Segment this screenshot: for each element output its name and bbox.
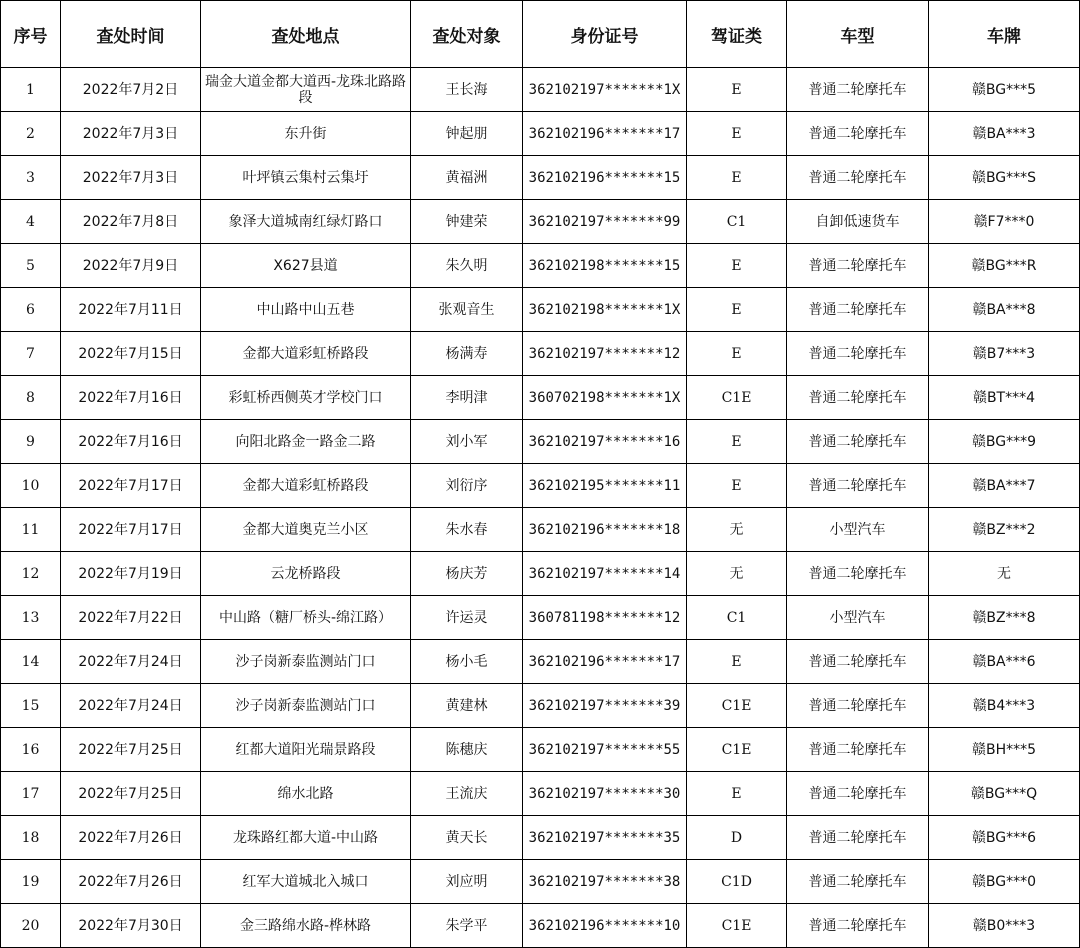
cell-location: 绵水北路 [201, 772, 411, 816]
cell-person: 李明津 [411, 376, 523, 420]
cell-index: 4 [1, 200, 61, 244]
cell-id-number: 362102197*******38 [523, 860, 687, 904]
header-person: 查处对象 [411, 1, 523, 68]
table-row [1, 156, 1080, 200]
table-row [1, 464, 1080, 508]
cell-location: 瑞金大道金都大道西-龙珠北路路段 [201, 68, 411, 112]
cell-vehicle-type: 普通二轮摩托车 [787, 464, 929, 508]
cell-plate: 赣BG***R [929, 244, 1080, 288]
cell-vehicle-type: 普通二轮摩托车 [787, 684, 929, 728]
cell-person: 张观音生 [411, 288, 523, 332]
cell-license-class: E [687, 464, 787, 508]
cell-id-number: 362102198*******1X [523, 288, 687, 332]
cell-id-number: 362102196*******10 [523, 904, 687, 948]
cell-vehicle-type: 普通二轮摩托车 [787, 112, 929, 156]
cell-id-number: 362102197*******99 [523, 200, 687, 244]
cell-location: 叶坪镇云集村云集圩 [201, 156, 411, 200]
cell-license-class: C1E [687, 904, 787, 948]
cell-license-class: C1 [687, 596, 787, 640]
cell-index: 8 [1, 376, 61, 420]
cell-id-number: 362102198*******15 [523, 244, 687, 288]
cell-location: 彩虹桥西侧英才学校门口 [201, 376, 411, 420]
cell-index: 3 [1, 156, 61, 200]
cell-license-class: 无 [687, 552, 787, 596]
cell-person: 黄建林 [411, 684, 523, 728]
cell-location: 金都大道奥克兰小区 [201, 508, 411, 552]
cell-id-number: 362102197*******55 [523, 728, 687, 772]
cell-date: 2022年7月17日 [61, 464, 201, 508]
header-row [1, 1, 1080, 68]
cell-vehicle-type: 普通二轮摩托车 [787, 332, 929, 376]
cell-location: 中山路中山五巷 [201, 288, 411, 332]
cell-person: 刘小军 [411, 420, 523, 464]
table-row [1, 684, 1080, 728]
cell-plate: 赣BA***6 [929, 640, 1080, 684]
table-row [1, 772, 1080, 816]
cell-location: 象泽大道城南红绿灯路口 [201, 200, 411, 244]
table-row [1, 332, 1080, 376]
table-row [1, 552, 1080, 596]
cell-license-class: E [687, 332, 787, 376]
cell-index: 18 [1, 816, 61, 860]
cell-vehicle-type: 小型汽车 [787, 596, 929, 640]
table-row [1, 596, 1080, 640]
cell-date: 2022年7月15日 [61, 332, 201, 376]
cell-vehicle-type: 小型汽车 [787, 508, 929, 552]
cell-person: 朱学平 [411, 904, 523, 948]
cell-id-number: 362102197*******16 [523, 420, 687, 464]
cell-index: 7 [1, 332, 61, 376]
cell-location: 红都大道阳光瑞景路段 [201, 728, 411, 772]
cell-date: 2022年7月9日 [61, 244, 201, 288]
cell-location: 沙子岗新泰监测站门口 [201, 684, 411, 728]
table-row [1, 244, 1080, 288]
cell-location: 东升街 [201, 112, 411, 156]
cell-license-class: C1E [687, 728, 787, 772]
cell-person: 杨满寿 [411, 332, 523, 376]
cell-license-class: E [687, 772, 787, 816]
cell-date: 2022年7月25日 [61, 728, 201, 772]
cell-id-number: 360781198*******12 [523, 596, 687, 640]
cell-date: 2022年7月3日 [61, 156, 201, 200]
cell-person: 朱水春 [411, 508, 523, 552]
cell-person: 王流庆 [411, 772, 523, 816]
cell-date: 2022年7月8日 [61, 200, 201, 244]
cell-date: 2022年7月16日 [61, 376, 201, 420]
cell-location: 金三路绵水路-桦林路 [201, 904, 411, 948]
cell-plate: 赣BT***4 [929, 376, 1080, 420]
cell-index: 13 [1, 596, 61, 640]
cell-vehicle-type: 普通二轮摩托车 [787, 376, 929, 420]
cell-person: 王长海 [411, 68, 523, 112]
cell-license-class: E [687, 288, 787, 332]
cell-vehicle-type: 普通二轮摩托车 [787, 552, 929, 596]
cell-plate: 赣B7***3 [929, 332, 1080, 376]
cell-vehicle-type: 普通二轮摩托车 [787, 640, 929, 684]
cell-license-class: C1D [687, 860, 787, 904]
cell-person: 朱久明 [411, 244, 523, 288]
cell-index: 19 [1, 860, 61, 904]
cell-vehicle-type: 普通二轮摩托车 [787, 244, 929, 288]
table-row [1, 728, 1080, 772]
cell-person: 许运灵 [411, 596, 523, 640]
cell-plate: 赣BG***5 [929, 68, 1080, 112]
cell-person: 黄福洲 [411, 156, 523, 200]
cell-person: 黄天长 [411, 816, 523, 860]
table-row [1, 816, 1080, 860]
cell-license-class: C1E [687, 376, 787, 420]
cell-license-class: D [687, 816, 787, 860]
cell-license-class: E [687, 112, 787, 156]
cell-date: 2022年7月19日 [61, 552, 201, 596]
cell-id-number: 362102195*******11 [523, 464, 687, 508]
cell-plate: 无 [929, 552, 1080, 596]
cell-date: 2022年7月17日 [61, 508, 201, 552]
cell-id-number: 362102197*******35 [523, 816, 687, 860]
cell-location: 红军大道城北入城口 [201, 860, 411, 904]
cell-id-number: 362102197*******12 [523, 332, 687, 376]
cell-plate: 赣BG***0 [929, 860, 1080, 904]
cell-person: 刘衍序 [411, 464, 523, 508]
table-body [1, 68, 1080, 948]
cell-index: 16 [1, 728, 61, 772]
cell-plate: 赣BA***7 [929, 464, 1080, 508]
cell-index: 12 [1, 552, 61, 596]
cell-license-class: E [687, 244, 787, 288]
cell-plate: 赣BG***Q [929, 772, 1080, 816]
cell-date: 2022年7月16日 [61, 420, 201, 464]
cell-plate: 赣F7***0 [929, 200, 1080, 244]
cell-plate: 赣BG***S [929, 156, 1080, 200]
cell-date: 2022年7月24日 [61, 640, 201, 684]
cell-id-number: 362102197*******14 [523, 552, 687, 596]
cell-license-class: E [687, 640, 787, 684]
cell-index: 2 [1, 112, 61, 156]
cell-index: 20 [1, 904, 61, 948]
table-row [1, 288, 1080, 332]
cell-location: 金都大道彩虹桥路段 [201, 464, 411, 508]
cell-vehicle-type: 普通二轮摩托车 [787, 728, 929, 772]
cell-plate: 赣BA***8 [929, 288, 1080, 332]
cell-plate: 赣B0***3 [929, 904, 1080, 948]
header-location: 查处地点 [201, 1, 411, 68]
cell-index: 1 [1, 68, 61, 112]
cell-person: 杨小毛 [411, 640, 523, 684]
cell-date: 2022年7月2日 [61, 68, 201, 112]
cell-location: 龙珠路红都大道-中山路 [201, 816, 411, 860]
cell-license-class: E [687, 156, 787, 200]
cell-plate: 赣BA***3 [929, 112, 1080, 156]
cell-license-class: E [687, 68, 787, 112]
table-row [1, 200, 1080, 244]
cell-vehicle-type: 普通二轮摩托车 [787, 816, 929, 860]
header-license-class: 驾证类 [687, 1, 787, 68]
cell-vehicle-type: 普通二轮摩托车 [787, 772, 929, 816]
cell-index: 15 [1, 684, 61, 728]
header-id-number: 身份证号 [523, 1, 687, 68]
cell-vehicle-type: 普通二轮摩托车 [787, 420, 929, 464]
cell-license-class: 无 [687, 508, 787, 552]
cell-location: 向阳北路金一路金二路 [201, 420, 411, 464]
cell-index: 5 [1, 244, 61, 288]
cell-id-number: 362102197*******30 [523, 772, 687, 816]
cell-person: 钟起朋 [411, 112, 523, 156]
cell-date: 2022年7月25日 [61, 772, 201, 816]
cell-vehicle-type: 普通二轮摩托车 [787, 904, 929, 948]
cell-person: 刘应明 [411, 860, 523, 904]
header-vehicle-type: 车型 [787, 1, 929, 68]
cell-date: 2022年7月30日 [61, 904, 201, 948]
table-row [1, 112, 1080, 156]
cell-license-class: C1 [687, 200, 787, 244]
cell-plate: 赣BG***9 [929, 420, 1080, 464]
cell-person: 陈穗庆 [411, 728, 523, 772]
cell-date: 2022年7月11日 [61, 288, 201, 332]
cell-date: 2022年7月22日 [61, 596, 201, 640]
cell-index: 17 [1, 772, 61, 816]
cell-id-number: 362102197*******1X [523, 68, 687, 112]
cell-id-number: 362102196*******18 [523, 508, 687, 552]
header-plate: 车牌 [929, 1, 1080, 68]
table-row [1, 860, 1080, 904]
cell-plate: 赣BZ***2 [929, 508, 1080, 552]
cell-id-number: 362102196*******17 [523, 640, 687, 684]
cell-location: 沙子岗新泰监测站门口 [201, 640, 411, 684]
table-row [1, 508, 1080, 552]
cell-vehicle-type: 普通二轮摩托车 [787, 156, 929, 200]
cell-plate: 赣BG***6 [929, 816, 1080, 860]
cell-index: 11 [1, 508, 61, 552]
cell-index: 10 [1, 464, 61, 508]
cell-date: 2022年7月26日 [61, 860, 201, 904]
cell-id-number: 362102196*******15 [523, 156, 687, 200]
cell-license-class: C1E [687, 684, 787, 728]
cell-license-class: E [687, 420, 787, 464]
cell-id-number: 362102197*******39 [523, 684, 687, 728]
cell-location: X627县道 [201, 244, 411, 288]
header-index: 序号 [1, 1, 61, 68]
cell-plate: 赣BZ***8 [929, 596, 1080, 640]
cell-location: 金都大道彩虹桥路段 [201, 332, 411, 376]
cell-vehicle-type: 普通二轮摩托车 [787, 860, 929, 904]
cell-date: 2022年7月3日 [61, 112, 201, 156]
cell-vehicle-type: 普通二轮摩托车 [787, 68, 929, 112]
table-row [1, 376, 1080, 420]
cell-plate: 赣B4***3 [929, 684, 1080, 728]
cell-person: 钟建荣 [411, 200, 523, 244]
cell-id-number: 362102196*******17 [523, 112, 687, 156]
table-row [1, 640, 1080, 684]
cell-date: 2022年7月26日 [61, 816, 201, 860]
cell-vehicle-type: 自卸低速货车 [787, 200, 929, 244]
table-row [1, 904, 1080, 948]
table-row [1, 68, 1080, 112]
cell-date: 2022年7月24日 [61, 684, 201, 728]
cell-location: 云龙桥路段 [201, 552, 411, 596]
cell-id-number: 360702198*******1X [523, 376, 687, 420]
cell-index: 14 [1, 640, 61, 684]
cell-person: 杨庆芳 [411, 552, 523, 596]
cell-index: 6 [1, 288, 61, 332]
header-date: 查处时间 [61, 1, 201, 68]
table-row [1, 420, 1080, 464]
cell-vehicle-type: 普通二轮摩托车 [787, 288, 929, 332]
cell-index: 9 [1, 420, 61, 464]
cell-plate: 赣BH***5 [929, 728, 1080, 772]
cell-location: 中山路（糖厂桥头-绵江路） [201, 596, 411, 640]
